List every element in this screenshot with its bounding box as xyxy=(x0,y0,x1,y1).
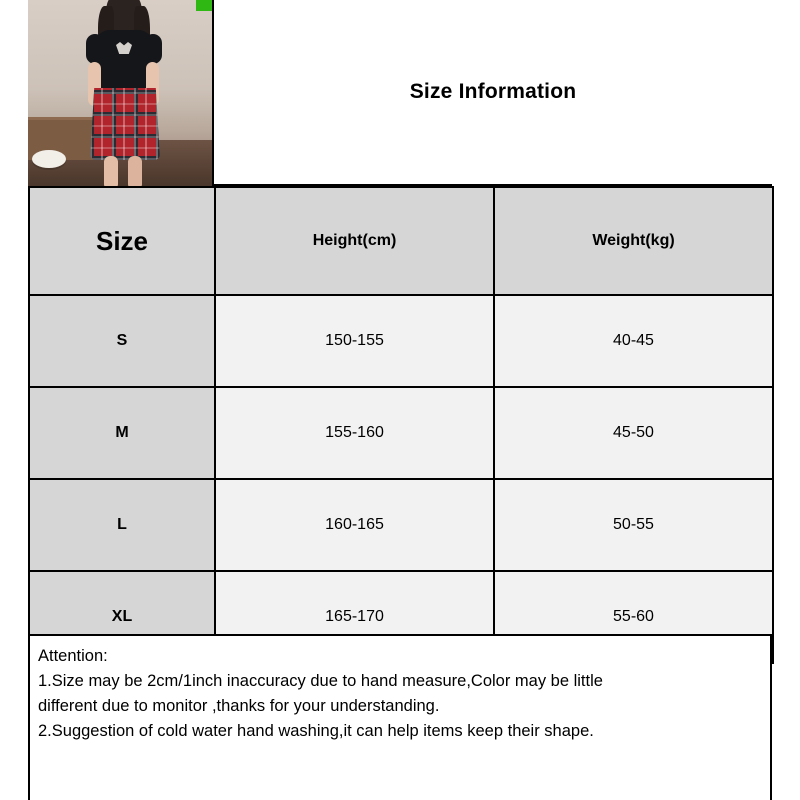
attention-line-2: different due to monitor ,thanks for your understanding. xyxy=(38,696,440,715)
page-title: Size Information xyxy=(409,80,577,103)
attention-box xyxy=(28,634,772,800)
model-plaid-skirt xyxy=(90,88,160,160)
green-corner-tab xyxy=(196,0,212,11)
size-table xyxy=(28,186,774,664)
model-sleeve-right xyxy=(144,34,162,64)
attention-heading: Attention: xyxy=(38,647,108,665)
table-header-row xyxy=(29,187,773,295)
model-leg-left xyxy=(104,156,118,186)
cell-weight: 45-50 xyxy=(494,387,773,479)
cell-size: S xyxy=(29,295,215,387)
cell-weight: 50-55 xyxy=(494,479,773,571)
title-cell xyxy=(214,0,772,184)
table-row xyxy=(29,479,773,571)
attention-line-1: 1.Size may be 2cm/1inch inaccuracy due to hand measure,Color may be little xyxy=(38,671,603,690)
table-row xyxy=(29,387,773,479)
cell-size: XL xyxy=(29,571,215,663)
cell-height: 150-155 xyxy=(215,295,494,387)
cell-size: M xyxy=(29,387,215,479)
cell-height: 165-170 xyxy=(215,571,494,663)
table-row xyxy=(29,295,773,387)
cell-weight: 40-45 xyxy=(494,295,773,387)
cell-height: 155-160 xyxy=(215,387,494,479)
model-leg-right xyxy=(128,156,142,186)
attention-line-3: 2.Suggestion of cold water hand washing,it can help items keep their shape. xyxy=(38,721,594,740)
product-photo xyxy=(28,0,214,186)
column-header-size: Size xyxy=(29,187,215,295)
cell-height: 160-165 xyxy=(215,479,494,571)
cell-size: L xyxy=(29,479,215,571)
photo-plate xyxy=(32,150,66,168)
column-header-height: Height(cm) xyxy=(215,187,494,295)
model-sleeve-left xyxy=(86,34,104,64)
cell-weight: 55-60 xyxy=(494,571,773,663)
header-band xyxy=(28,0,772,186)
column-header-weight: Weight(kg) xyxy=(494,187,773,295)
photo-model xyxy=(84,0,162,186)
